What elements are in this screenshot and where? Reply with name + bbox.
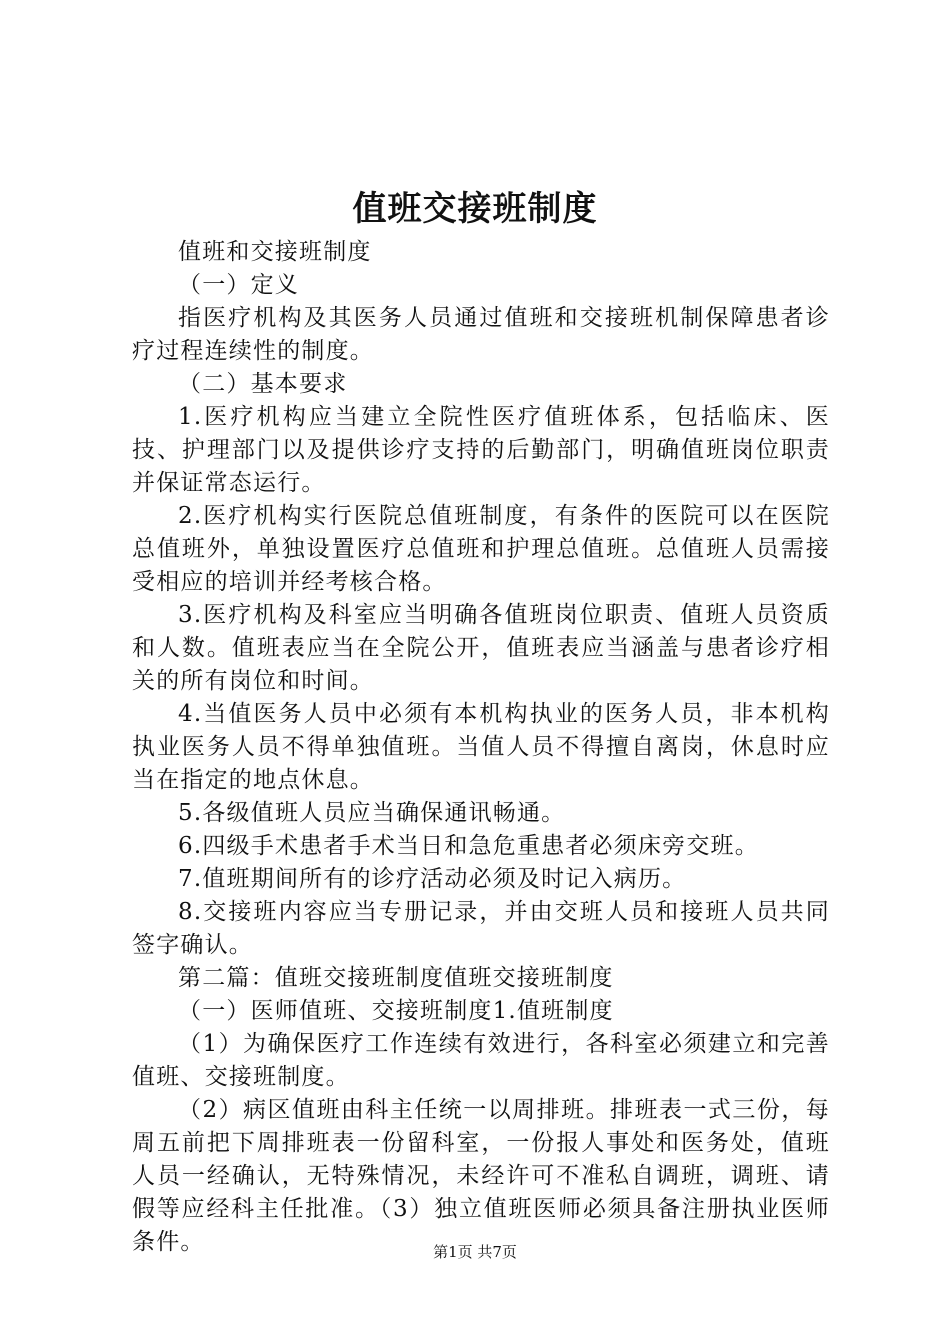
paragraph: 7.值班期间所有的诊疗活动必须及时记入病历。 (178, 866, 687, 892)
paragraph: 6.四级手术患者手术当日和急危重患者必须床旁交班。 (178, 833, 759, 859)
paragraph: （1）为确保医疗工作连续有效进行，各科室必须建立和完善值班、交接班制度。 (132, 1031, 830, 1090)
document-title: 值班交接班制度 (352, 189, 598, 229)
paragraph: （一）医师值班、交接班制度1.值班制度 (178, 998, 614, 1024)
paragraph: 2.医疗机构实行医院总值班制度，有条件的医院可以在医院总值班外，单独设置医疗总值班和护理总值班。总值班人员需接受相应的培训并经考核合格。 (132, 503, 830, 595)
paragraph: 指医疗机构及其医务人员通过值班和交接班机制保障患者诊疗过程连续性的制度。 (132, 305, 830, 364)
paragraph: 值班和交接班制度 (178, 239, 372, 265)
document-body (132, 236, 830, 1259)
paragraph: 4.当值医务人员中必须有本机构执业的医务人员，非本机构执业医务人员不得单独值班。当值人员不得擅自离岗，休息时应当在指定的地点休息。 (132, 701, 830, 793)
page-footer: 第1页 共7页 (433, 1243, 517, 1261)
paragraph: 3.医疗机构及科室应当明确各值班岗位职责、值班人员资质和人数。值班表应当在全院公开，值班表应当涵盖与患者诊疗相关的所有岗位和时间。 (132, 602, 830, 694)
paragraph: 8.交接班内容应当专册记录，并由交班人员和接班人员共同签字确认。 (132, 899, 830, 958)
paragraph: （一）定义 (178, 272, 299, 298)
paragraph: （二）基本要求 (178, 371, 348, 397)
paragraph: 第二篇：值班交接班制度值班交接班制度 (178, 965, 614, 991)
paragraph: 1.医疗机构应当建立全院性医疗值班体系，包括临床、医技、护理部门以及提供诊疗支持的后勤部门，明确值班岗位职责并保证常态运行。 (132, 404, 830, 496)
paragraph: 5.各级值班人员应当确保通讯畅通。 (178, 800, 566, 826)
paragraph: （2）病区值班由科主任统一以周排班。排班表一式三份，每周五前把下周排班表一份留科室，一份报人事处和医务处，值班人员一经确认，无特殊情况，未经许可不准私自调班，调班、请假等应经科主任批准。（3）独立值班医师必须具备注册执业医师条件。 (132, 1097, 830, 1255)
